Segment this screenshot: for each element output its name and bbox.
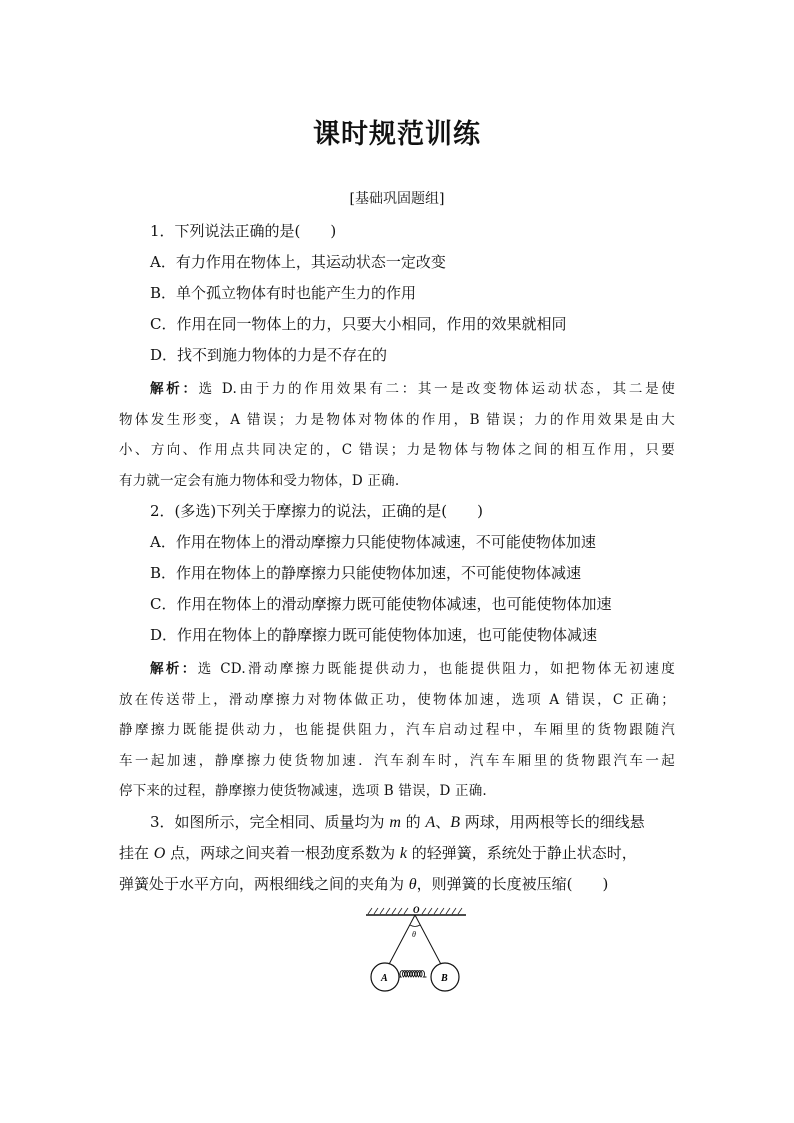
angle-arc	[410, 925, 420, 927]
q1-explanation-line: 小、方向、作用点共同决定的，C 错误；力是物体与物体之间的相互作用，只要	[119, 442, 675, 458]
q1-explanation-line: 有力就一定会有施力物体和受力物体，D 正确.	[119, 473, 400, 489]
var-k: k	[399, 845, 407, 862]
string-left	[386, 915, 415, 970]
q2-explanation-line: 放在传送带上，滑动摩擦力对物体做正功，使物体加速，选项 A 错误，C 正确；	[119, 692, 675, 708]
var-b: B	[450, 814, 461, 831]
q3-line: 3．如图所示，完全相同、质量均为 m 的 A、B 两球，用两根等长的细线悬	[150, 813, 645, 831]
label-o: O	[413, 905, 420, 915]
string-right	[415, 915, 444, 970]
q1-stem: 1．下列说法正确的是( )	[150, 222, 337, 240]
q1-option-b: B．单个孤立物体有时也能产生力的作用	[150, 284, 417, 302]
q1-option-c: C．作用在同一物体上的力，只要大小相同，作用的效果就相同	[150, 315, 567, 333]
q2-explanation-line: 解析：选 CD.滑动摩擦力既能提供动力，也能提供阻力，如把物体无初速度	[150, 661, 675, 677]
section-heading: [基础巩固题组]	[349, 191, 445, 207]
q1-explanation-line: 物体发生形变，A 错误；力是物体对物体的作用，B 错误；力的作用效果是由大	[119, 412, 675, 428]
spring	[399, 971, 427, 977]
q3-line: 挂在 O 点，两球之间夹着一根劲度系数为 k 的轻弹簧，系统处于静止状态时，	[119, 844, 637, 862]
q1-option-d: D．找不到施力物体的力是不存在的	[150, 346, 388, 364]
q2-explanation-line: 停下来的过程，静摩擦力使货物减速，选项 B 错误，D 正确.	[119, 783, 487, 799]
q2-explanation-line: 车一起加速，静摩擦力使货物加速．汽车刹车时，汽车车厢里的货物跟汽车一起	[119, 753, 675, 769]
label-a: A	[381, 973, 388, 984]
q2-explanation-line: 静摩擦力既能提供动力，也能提供阻力，汽车启动过程中，车厢里的货物跟随汽	[119, 722, 675, 738]
label-theta: θ	[412, 930, 416, 939]
explanation-label: 解析：	[150, 381, 199, 397]
q2-option-d: D．作用在物体上的静摩擦力既可能使物体加速，也可能使物体减速	[150, 626, 598, 644]
q2-option-a: A．作用在物体上的滑动摩擦力只能使物体减速，不可能使物体加速	[150, 533, 596, 551]
q2-stem: 2．(多选)下列关于摩擦力的说法，正确的是( )	[150, 502, 483, 520]
q1-explanation-line: 解析：选 D.由于力的作用效果有二：其一是改变物体运动状态，其二是使	[150, 381, 675, 397]
q1-option-a: A．有力作用在物体上，其运动状态一定改变	[150, 253, 446, 271]
var-theta: θ	[408, 876, 417, 893]
label-b: B	[441, 973, 448, 984]
var-o: O	[153, 845, 166, 862]
var-a: A	[425, 814, 436, 831]
page-title: 课时规范训练	[313, 119, 481, 150]
q3-line: 弹簧处于水平方向，两根细线之间的夹角为 θ，则弹簧的长度被压缩( )	[119, 875, 609, 893]
pendulum-spring-figure	[362, 904, 470, 994]
var-m: m	[389, 814, 401, 831]
explanation-label: 解析：	[150, 661, 198, 677]
q2-option-b: B．作用在物体上的静摩擦力只能使物体加速，不可能使物体减速	[150, 564, 582, 582]
q2-option-c: C．作用在物体上的滑动摩擦力既可能使物体减速，也可能使物体加速	[150, 595, 612, 613]
